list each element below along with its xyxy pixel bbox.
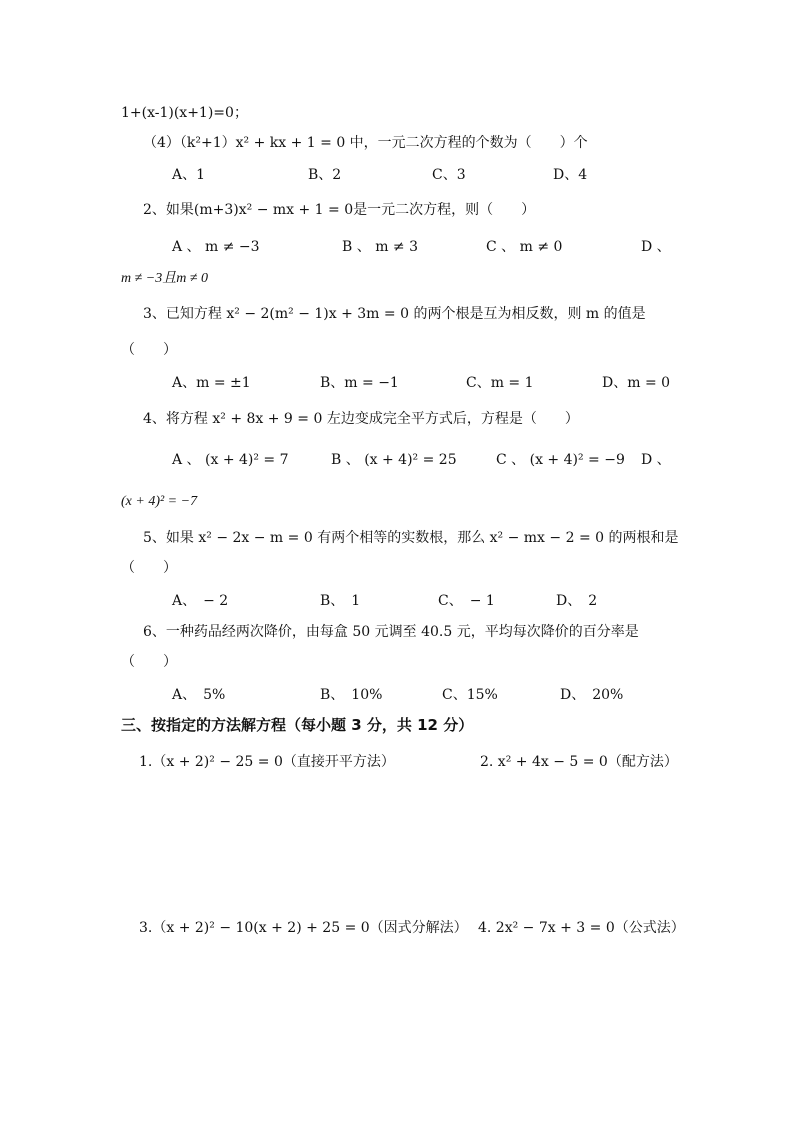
q5-option-d[interactable]: D、 2 [556, 593, 598, 609]
q2-option-d-text: m ≠ −3且m ≠ 0 [121, 271, 209, 286]
q3-option-d[interactable]: D、m = 0 [602, 375, 671, 391]
q5-answer-paren: （ ） [121, 560, 177, 576]
q3-answer-paren: （ ） [121, 342, 177, 358]
q2-option-d[interactable]: D 、 [641, 239, 671, 255]
q3-option-a[interactable]: A、m = ±1 [172, 375, 251, 391]
q1-item-4: （4）（k²+1）x² + kx + 1 = 0 中，一元二次方程的个数为（ ）个 [143, 135, 588, 151]
q3-option-c[interactable]: C、m = 1 [466, 375, 534, 391]
q5-option-c[interactable]: C、 − 1 [438, 593, 495, 609]
q1-option-c[interactable]: C、3 [432, 167, 466, 183]
q4-option-d-text: (x + 4)² = −7 [121, 494, 198, 509]
q1-option-b[interactable]: B、2 [308, 167, 342, 183]
q4-option-c[interactable]: C 、 (x + 4)² = −9 [496, 452, 625, 468]
section3-title: 三、按指定的方法解方程（每小题 3 分，共 12 分） [121, 716, 474, 734]
q6-option-a[interactable]: A、 5% [172, 687, 226, 703]
q5-stem: 5、如果 x² − 2x − m = 0 有两个相等的实数根，那么 x² − mx − 2 = 0 的两根和是 [143, 530, 679, 546]
q6-stem: 6、一种药品经两次降价，由每盒 50 元调至 40.5 元，平均每次降价的百分率是 [143, 624, 639, 640]
q6-option-b[interactable]: B、 10% [320, 687, 383, 703]
section3-problem-3: 3.（x + 2)² − 10(x + 2) + 25 = 0（因式分解法） [139, 920, 468, 936]
q4-option-d[interactable]: D 、 [641, 452, 671, 468]
q1-tail: 1+(x-1)(x+1)=0； [121, 105, 248, 121]
q4-stem: 4、将方程 x² + 8x + 9 = 0 左边变成完全平方式后，方程是（ ） [143, 411, 579, 427]
q5-option-b[interactable]: B、 1 [320, 593, 361, 609]
q2-option-a[interactable]: A 、 m ≠ −3 [172, 239, 260, 255]
section3-problem-2: 2. x² + 4x − 5 = 0（配方法） [480, 754, 678, 770]
q5-option-a[interactable]: A、 − 2 [172, 593, 229, 609]
section3-problem-4: 4. 2x² − 7x + 3 = 0（公式法） [478, 920, 685, 936]
q3-stem: 3、已知方程 x² − 2(m² − 1)x + 3m = 0 的两个根是互为相反数，则 m 的值是 [143, 306, 646, 322]
q6-answer-paren: （ ） [121, 654, 177, 670]
q4-option-b[interactable]: B 、 (x + 4)² = 25 [331, 452, 457, 468]
q2-option-c[interactable]: C 、 m ≠ 0 [486, 239, 563, 255]
q2-option-b[interactable]: B 、 m ≠ 3 [342, 239, 419, 255]
section3-problem-1: 1.（x + 2)² − 25 = 0（直接开平方法） [139, 754, 395, 770]
q2-stem: 2、如果(m+3)x² − mx + 1 = 0是一元二次方程，则（ ） [143, 202, 536, 218]
q6-option-c[interactable]: C、15% [442, 687, 498, 703]
q1-option-a[interactable]: A、1 [172, 167, 206, 183]
q4-option-a[interactable]: A 、 (x + 4)² = 7 [172, 452, 289, 468]
q3-option-b[interactable]: B、m = −1 [320, 375, 399, 391]
q1-option-d[interactable]: D、4 [553, 167, 588, 183]
q6-option-d[interactable]: D、 20% [560, 687, 624, 703]
